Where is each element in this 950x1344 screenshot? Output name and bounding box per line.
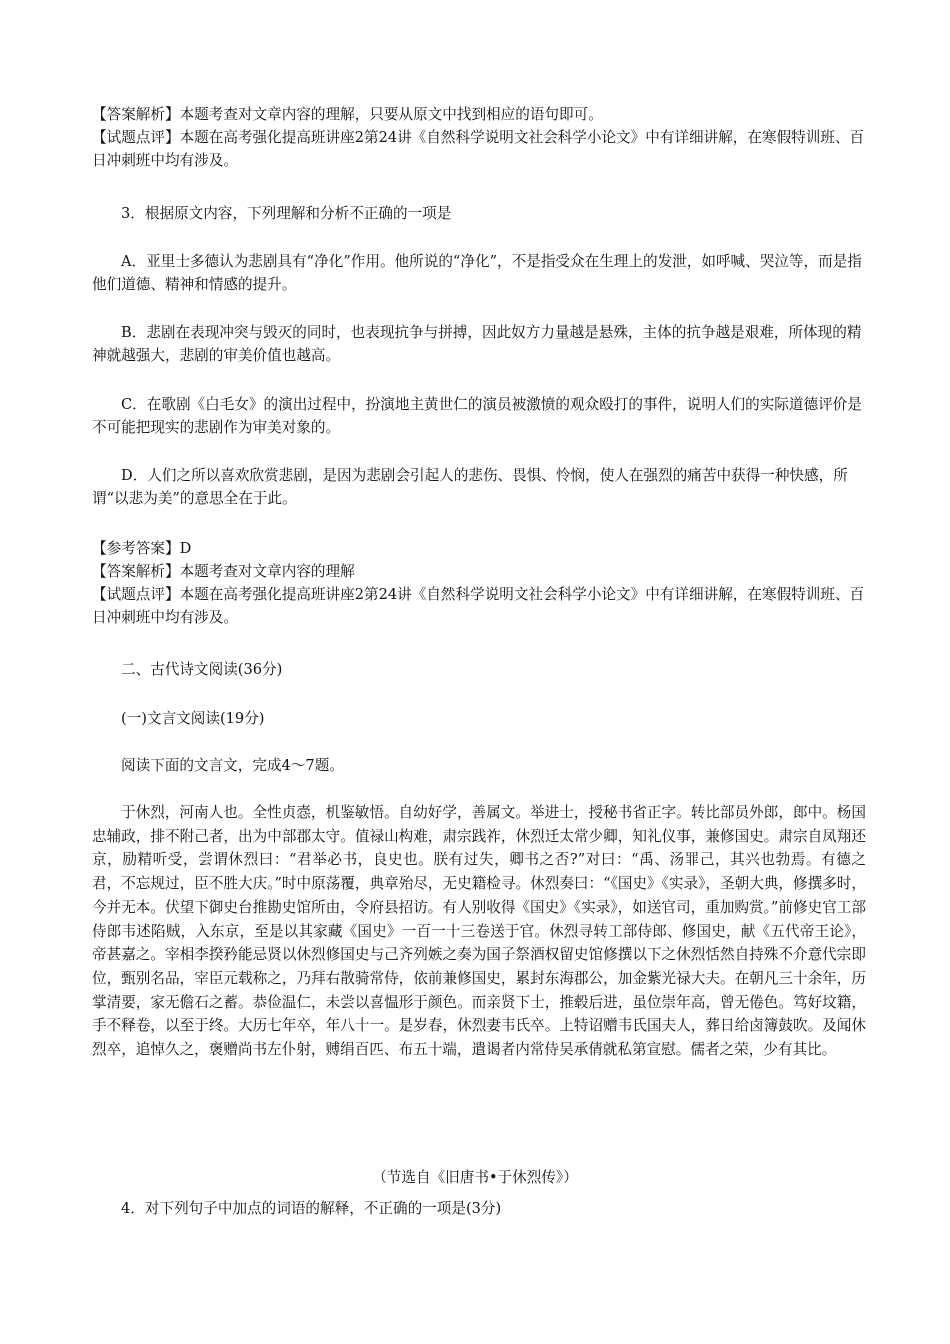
subsection-heading: (一)文言文阅读(19分) — [121, 710, 265, 727]
section-heading: 二、古代诗文阅读(36分) — [121, 661, 283, 678]
classical-passage: 于休烈，河南人也。全性贞悫，机鉴敏悟。自幼好学，善属文。举进士，授秘书省正字。转比部员外郎，郎中。杨国忠辅政，排不附己者，出为中部郡太守。值禄山构难，肃宗践祚，休烈迁太常少卿，知礼仪事，兼修国史。肃宗自凤翔还京，励精听受，尝谓休烈曰：“君举必书，良史也。朕有过失，卿书之否?”对曰：“禹、汤罪己，其兴也勃焉。有德之君，不忘规过，臣不胜大庆。”时中原荡覆，典章殆尽，无史籍检寻。休烈奏曰：“《国史》《实录》，圣朝大典，修撰多时，今并无本。伏望下御史台推勘史馆所由，令府县招访。有人别收得《国史》《实录》，如送官司，重加购赏。”前修史官工部侍郎韦述陷贼，入东京，至是以其家藏《国史》一百一十三卷送于官。休烈寻转工部侍郎、修国史，献《五代帝王论》，帝甚嘉之。宰相李揆矜能忌贤以休烈修国史与己齐列嫉之奏为国子祭酒权留史馆修撰以下之休烈恬然自持殊不介意代宗即位，甄别名品，宰臣元载称之，乃拜右散骑常侍，依前兼修国史，累封东海郡公，加金紫光禄大夫。在朝凡三十余年，历掌清要，家无儋石之蓄。恭俭温仁，未尝以喜愠形于颜色。而亲贤下士，推毂后进，虽位崇年高，曾无倦色。笃好坟籍，手不释卷，以至于终。大历七年卒，年八十一。是岁春，休烈妻韦氏卒。上特诏赠韦氏国夫人，葬日给卤簿鼓吹。及闻休烈卒，追悼久之，褒赠尚书左仆射，赙绢百匹、布五十端，遣谒者内常侍吴承倩就私第宣慰。儒者之荣，少有其比。 — [92, 804, 866, 1059]
question-3-option-a: A．亚里士多德认为悲剧具有“净化”作用。他所说的“净化”，不是指受众在生理上的发泄，如呼喊、哭泣等，而是指他们道德、精神和情感的提升。 — [92, 253, 862, 293]
reading-instruction: 阅读下面的文言文，完成4～7题。 — [121, 757, 344, 774]
question-4-stem: 4．对下列句子中加点的词语的解释，不正确的一项是(3分) — [121, 1200, 502, 1217]
passage-source: （节选自《旧唐书•于休烈传》） — [372, 1168, 578, 1186]
question-comment-1: 【试题点评】本题在高考强化提高班讲座2第24讲《自然科学说明文社会科学小论文》中有详细讲解，在寒假特训班、百日冲刺班中均有涉及。 — [92, 129, 865, 169]
question-3-option-b: B．悲剧在表现冲突与毁灭的同时，也表现抗争与拼搏，因此奴方力量越是悬殊，主体的抗争越是艰难，所体现的精神就越强大，悲剧的审美价值也越高。 — [92, 324, 862, 364]
question-comment-3: 【试题点评】本题在高考强化提高班讲座2第24讲《自然科学说明文社会科学小论文》中有详细讲解，在寒假特训班、百日冲刺班中均有涉及。 — [92, 586, 865, 626]
question-3-option-d: D．人们之所以喜欢欣赏悲剧，是因为悲剧会引起人的悲伤、畏惧、怜悯，使人在强烈的痛苦中获得一种快感，所谓“以悲为美”的意思全在于此。 — [92, 467, 848, 507]
question-3-option-c: C．在歌剧《白毛女》的演出过程中，扮演地主黄世仁的演员被激愤的观众殴打的事件，说明人们的实际道德评价是不可能把现实的悲剧作为审美对象的。 — [92, 396, 862, 436]
answer-analysis-1: 【答案解析】本题考查对文章内容的理解，只要从原文中找到相应的语句即可。 — [92, 106, 603, 123]
answer-analysis-3: 【答案解析】本题考查对文章内容的理解 — [92, 563, 355, 580]
reference-answer: 【参考答案】D — [92, 540, 192, 557]
question-3-stem: 3．根据原文内容，下列理解和分析不正确的一项是 — [121, 205, 452, 222]
